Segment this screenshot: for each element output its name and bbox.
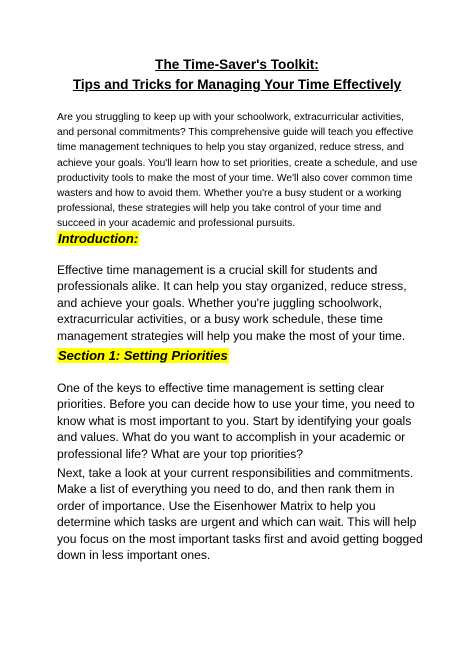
section-heading-highlight: Introduction:: [58, 231, 139, 246]
introduction-paragraph: Effective time management is a crucial skill for students and professionals alike. It can help you stay organized, reduce stress, and achieve your goals. Whether you're juggling schoolwork, extracurricular activities, or a busy work schedule, these time management strategies will help you make the most of your time.: [57, 263, 407, 343]
section-heading-setting-priorities: [57, 347, 229, 365]
intro-paragraph: Are you struggling to keep up with your schoolwork, extracurricular activities, and personal commitments? This comprehensive guide will teach you effective time management techniques to help you stay organized, reduce stress, and achieve your goals. You'll learn how to set priorities, create a schedule, and use productivity tools to make the most of your time. We'll also cover common time wasters and how to avoid them. Whether you're a busy student or a working professional, these strategies will help you take control of your time and succeed in your academic and professional pursuits.: [57, 112, 418, 230]
section-heading-highlight: Section 1: Setting Priorities: [58, 348, 228, 363]
setting-priorities-paragraph-1: One of the keys to effective time management is setting clear priorities. Before you can decide how to use your time, you need to know what is most important to you. Start by identifying your goals and values. What do you want to accomplish in your academic or professional life? What are your top priorities?: [57, 381, 415, 461]
setting-priorities-paragraph-2: Next, take a look at your current responsibilities and commitments. Make a list of everything you need to do, and then rank them in order of importance. Use the Eisenhower Matrix to help you determine which tasks are urgent and which can wait. This will help you focus on the most important tasks first and avoid getting bogged down in less important ones.: [57, 466, 423, 563]
section-heading-introduction: [57, 230, 139, 248]
document-title: The Time-Saver's Toolkit:: [155, 57, 319, 72]
document-subtitle: Tips and Tricks for Managing Your Time Effectively: [72, 77, 402, 92]
